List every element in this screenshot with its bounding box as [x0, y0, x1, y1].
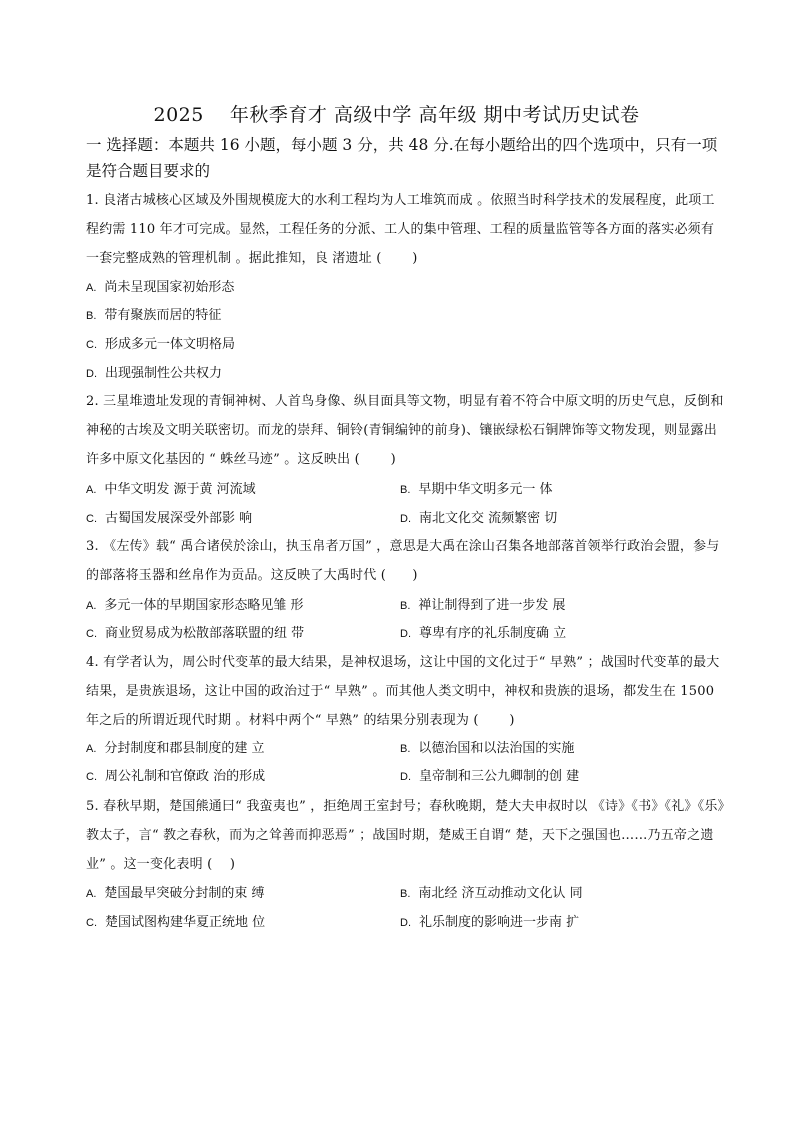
option-key: B. — [86, 310, 97, 322]
question-5-stem: 5. 春秋早期，楚国熊通曰“ 我蛮夷也” ，拒绝周王室封号；春秋晚期，楚大夫申叔时以 《诗》《书》《礼》《乐》教太子，言“ 教之春秋，而为之耸善而抑恶焉” ；战国时期，楚威王自谓“ 楚，天下之强国也……乃五帝之遗业” 。这一变化表明 ( ) — [86, 799, 725, 872]
option-text: 南北经 济互动推动文化认 同 — [418, 886, 583, 901]
q5-option-b[interactable] — [400, 884, 583, 904]
option-key: A. — [86, 282, 97, 294]
option-text: 礼乐制度的影响进一步南 扩 — [419, 915, 580, 930]
option-key: B. — [400, 743, 411, 755]
option-text: 禅让制得到了进一步发 展 — [418, 598, 566, 613]
option-key: D. — [400, 513, 411, 525]
option-key: A. — [86, 600, 97, 612]
option-text: 早期中华文明多元一 体 — [418, 482, 553, 497]
q3-option-d[interactable] — [400, 624, 566, 644]
option-key: C. — [86, 339, 97, 351]
option-text: 皇帝制和三公九卿制的创 建 — [419, 769, 580, 784]
q2-option-c[interactable] — [86, 509, 252, 529]
option-text: 商业贸易成为松散部落联盟的纽 带 — [105, 626, 305, 641]
q3-option-b[interactable] — [400, 596, 566, 616]
q5-option-a[interactable] — [86, 884, 265, 904]
option-key: A. — [86, 888, 97, 900]
option-key: A. — [86, 743, 97, 755]
option-key: C. — [86, 628, 97, 640]
q4-option-a[interactable] — [86, 739, 265, 759]
q2-option-a[interactable] — [86, 480, 256, 500]
option-key: C. — [86, 917, 97, 929]
q1-option-a[interactable] — [86, 278, 234, 298]
q1-option-b[interactable] — [86, 306, 221, 326]
question-1-stem: 1. 良渚古城核心区域及外围规模庞大的水利工程均为人工堆筑而成 。依照当时科学技术的发展程度，此项工程约需 110 年才可完成。显然，工程任务的分派、工人的集中管理、工程的质量监管等各方面的落实必须有一套完整成熟的管理机制 。据此推知，良 渚遗址 ( ) — [86, 193, 715, 266]
option-key: C. — [86, 771, 97, 783]
option-text: 形成多元一体文明格局 — [105, 337, 236, 352]
option-text: 分封制度和郡县制度的建 立 — [104, 741, 265, 756]
option-text: 以德治国和以法治国的实施 — [418, 741, 575, 756]
option-key: D. — [400, 628, 411, 640]
exam-title: 2025 年秋季育才 高级中学 高年级 期中考试历史试卷 — [153, 104, 640, 126]
q2-option-b[interactable] — [400, 480, 553, 500]
question-4-stem: 4. 有学者认为，周公时代变革的最大结果，是神权退场，这让中国的文化过于“ 早熟” ；战国时代变革的最大结果，是贵族退场，这让中国的政治过于“ 早熟” 。而其他人类文明中，神权和贵族的退场，都发生在 1500 年之后的所谓近现代时期 。材料中两个“ 早熟” 的结果分别表现为 ( ) — [86, 655, 720, 728]
option-key: A. — [86, 484, 97, 496]
q3-option-c[interactable] — [86, 624, 304, 644]
q4-option-d[interactable] — [400, 767, 579, 787]
option-text: 南北文化交 流频繁密 切 — [419, 511, 558, 526]
option-key: B. — [400, 484, 411, 496]
option-text: 尚未呈现国家初始形态 — [104, 280, 235, 295]
q4-option-b[interactable] — [400, 739, 574, 759]
option-key: D. — [400, 771, 411, 783]
option-text: 多元一体的早期国家形态略见雏 形 — [104, 598, 304, 613]
option-text: 楚国试图构建华夏正统地 位 — [105, 915, 266, 930]
question-2-stem: 2. 三星堆遗址发现的青铜神树、人首鸟身像、纵目面具等文物，明显有着不符合中原文明的历史气息，反倒和神秘的古埃及文明关联密切。而龙的崇拜、铜铃(青铜编钟的前身)、镶嵌绿松石铜牌饰等文物发现，则显露出许多中原文化基因的 “ 蛛丝马迹” 。这反映出 ( ) — [86, 394, 724, 467]
q2-option-d[interactable] — [400, 509, 557, 529]
option-text: 带有聚族而居的特征 — [104, 308, 222, 323]
q1-option-d[interactable] — [86, 364, 222, 384]
q4-option-c[interactable] — [86, 767, 265, 787]
option-key: D. — [400, 917, 411, 929]
section-instructions: 一 选择题：本题共 16 小题，每小题 3 分，共 48 分.在每小题给出的四个选项中，只有一项是符合题目要求的 — [86, 136, 718, 180]
option-text: 楚国最早突破分封制的束 缚 — [104, 886, 265, 901]
option-text: 中华文明发 源于黄 河流域 — [104, 482, 256, 497]
q5-option-c[interactable] — [86, 913, 265, 933]
q1-option-c[interactable] — [86, 335, 235, 355]
option-key: B. — [400, 888, 411, 900]
option-key: B. — [400, 600, 411, 612]
option-text: 周公礼制和官僚政 治的形成 — [105, 769, 266, 784]
q3-option-a[interactable] — [86, 596, 304, 616]
q5-option-d[interactable] — [400, 913, 579, 933]
question-3-stem: 3. 《左传》载“ 禹合诸侯於涂山，执玉帛者万国” ，意思是大禹在涂山召集各地部落首领举行政治会盟，参与的部落将玉器和丝帛作为贡品。这反映了大禹时代 ( ) — [86, 539, 720, 583]
option-text: 尊卑有序的礼乐制度确 立 — [419, 626, 567, 641]
option-key: D. — [86, 368, 97, 380]
option-text: 出现强制性公共权力 — [105, 366, 223, 381]
option-text: 古蜀国发展深受外部影 响 — [105, 511, 253, 526]
option-key: C. — [86, 513, 97, 525]
